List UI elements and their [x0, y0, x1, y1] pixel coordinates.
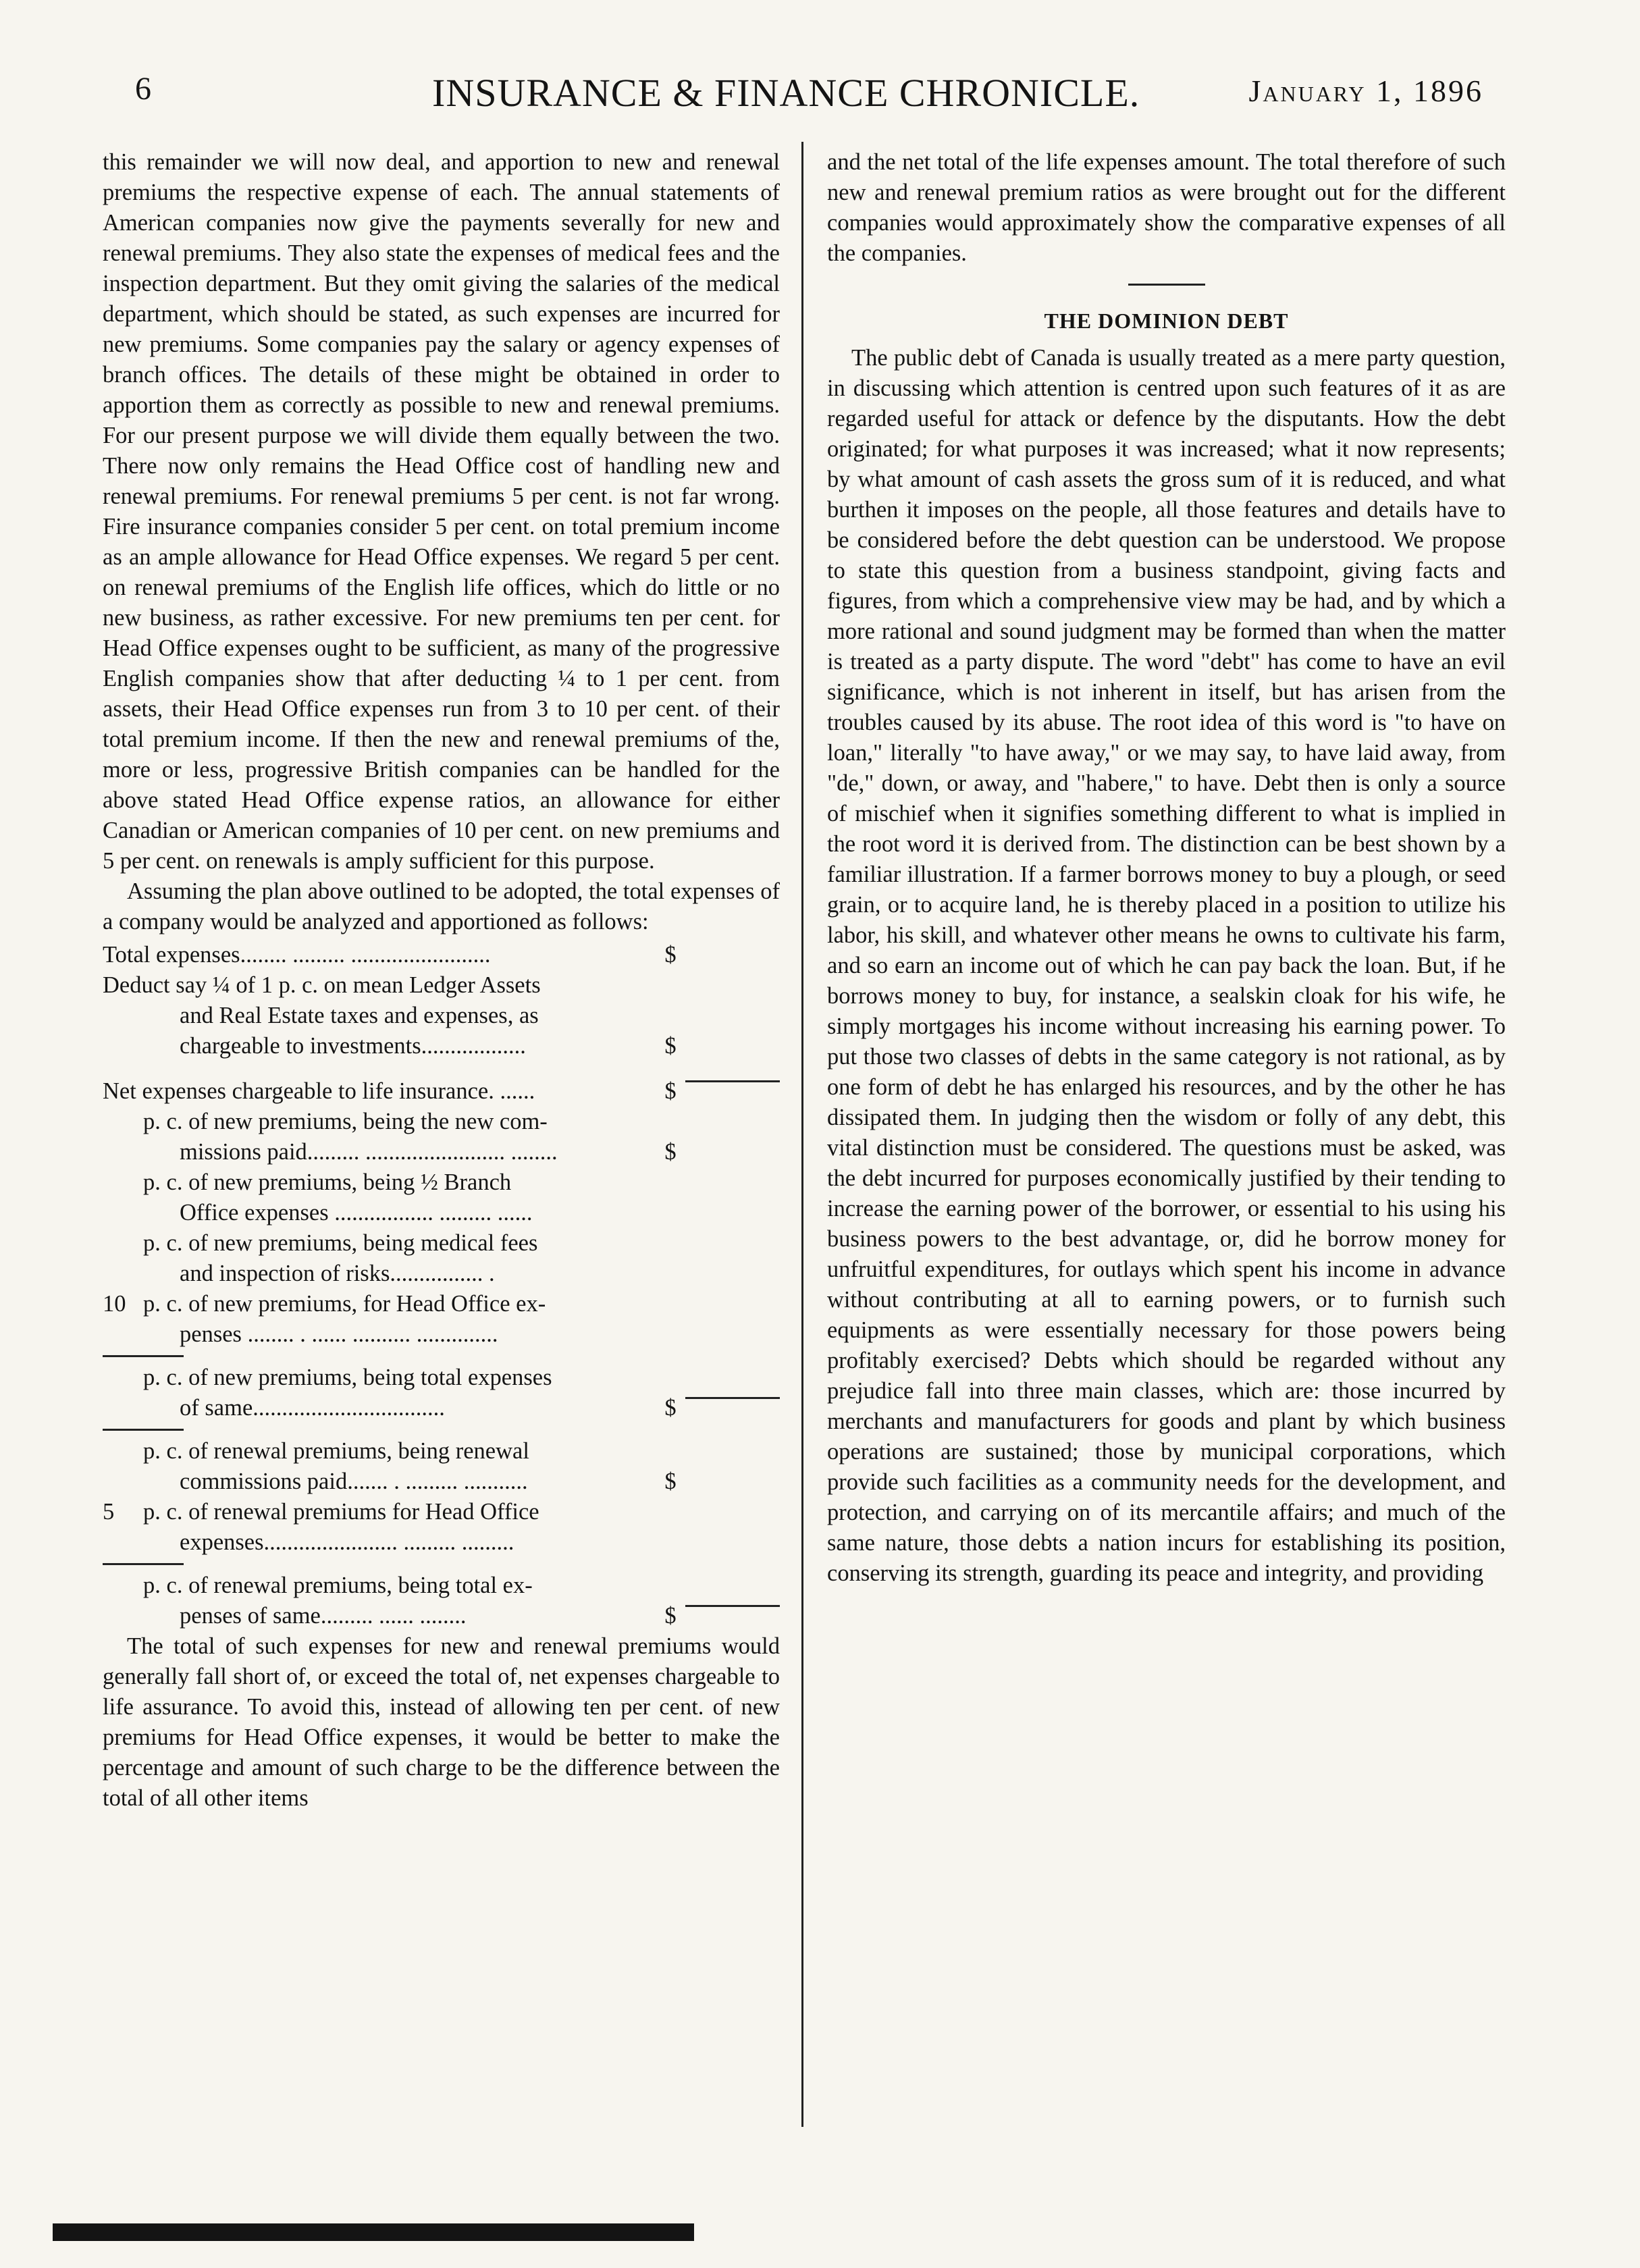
amount-blank: [685, 1037, 780, 1061]
schedule-row-medical-cont: [103, 1259, 780, 1289]
amount-blank: [685, 1080, 780, 1107]
column-divider: [801, 142, 803, 2127]
schedule-label: p. c. of renewal premiums, being total ex-: [143, 1573, 533, 1598]
schedule-row-deduct-cont: [103, 1001, 780, 1031]
schedule-label: p. c. of new premiums, being total expenses: [143, 1365, 552, 1390]
schedule-label: chargeable to investments..................: [180, 1033, 526, 1059]
schedule-row-deduct-cont: [103, 1031, 780, 1061]
schedule-row-branch: [103, 1167, 780, 1198]
left-paragraph-1: this remainder we will now deal, and apportion to new and renewal premiums the respective expense of each. The annual statements of American companies now give the payments severally for new and renewal premiums. They also state the expenses of medical fees and the inspection department. But they omit giving the salaries of the medical department, which should be stated, as such expenses are incurred for new premiums. Some companies pay the salary or agency expenses of branch offices. The details of these might be obtained in order to apportion them as correctly as possible to new and renewal premiums. For our present purpose we will divide them equally between the two. There now only remains the Head Office cost of handling new and renewal premiums. For renewal premiums 5 per cent. is not far wrong. Fire insurance companies consider 5 per cent. on total premium income as an ample allowance for Head Office expenses. We regard 5 per cent. on renewal premiums of the English life offices, which do little or no new business, as rather excessive. For new premiums ten per cent. for Head Office expenses ought to be sufficient, as many of the progressive English companies show that after deducting ¼ to 1 per cent. from assets, their Head Office expenses run from 3 to 10 per cent. of their total premium income. If then the new and renewal premiums of the, more or less, progressive British companies can be handled for the above stated Head Office expense ratios, an allowance for either Canadian or American companies of 10 per cent. on new premiums and 5 per cent. on renewals is amply sufficient for this purpose.: [103, 149, 780, 874]
percent-value: 5: [103, 1499, 115, 1525]
section-title: THE DOMINION DEBT: [1044, 309, 1289, 333]
amount-blank: [685, 1397, 780, 1423]
dollar-sign: $: [664, 1469, 677, 1494]
schedule-row-new-commissions-cont: [103, 1137, 780, 1167]
schedule-label: Net expenses chargeable to life insurance. ......: [103, 1078, 535, 1104]
dollar-sign: $: [664, 1078, 677, 1104]
schedule-row-net: [103, 1076, 780, 1107]
schedule-row-head-office: [103, 1289, 780, 1319]
schedule-label: Deduct say ¼ of 1 p. c. on mean Ledger Assets: [103, 972, 541, 998]
dollar-sign: $: [664, 1395, 677, 1421]
schedule-label: commissions paid....... . ......... ...........: [180, 1469, 528, 1494]
percent-value: 10: [103, 1291, 126, 1317]
journal-title: INSURANCE & FINANCE CHRONICLE.: [432, 71, 1140, 115]
schedule-label: penses of same......... ...... ........: [180, 1603, 467, 1629]
schedule-label: Total expenses........ ......... ........................: [103, 942, 491, 968]
dollar-sign: $: [664, 1139, 677, 1165]
schedule-label: of same.................................: [180, 1395, 445, 1421]
right-paragraph-2: The public debt of Canada is usually treated as a mere party question, in discussing which attention is centred upon such features of it as are regarded useful for attack or defence by the disputants. How the debt originated; for what purposes it was increased; what it now represents; by what amount of cash assets the gross sum of it is reduced, and what burthen it imposes on the people, all those features and details have to be considered before the debt question can be understood. We propose to state this question from a business standpoint, giving facts and figures, from which a comprehensive view may be had, and by which a more rational and sound judgment may be formed than when the matter is treated as a party dispute. The word "debt" has come to have an evil significance, which is not inherent in itself, but has arisen from the troubles caused by its abuse. The root idea of this word is "to have on loan," literally "to have away," or we may say, to have laid away, from "de," down, or away, and "habere," to have. Debt then is only a source of mischief when it signifies something different to what is implied in the root word it is derived from. The distinction can be best shown by a familiar illustration. If a farmer borrows money to buy a plough, or seed grain, or to acquire land, he is thereby placed in a position to utilize his labor, his skill, and whatever other means he owns to cultivate his farm, and so earn an income out of which he can pay back the loan. But, if he borrows money to buy, for instance, a sealskin cloak for his wife, he simply mortgages his income without increasing his earning power. To put those two classes of debts in the same category is not rational, as by one form of debt he has enlarged his resources, and by the other he has dissipated them. In judging then the wisdom or folly of any debt, this vital distinction must be considered. The questions must be asked, was the debt incurred for purposes economically justified by their tending to increase the earning power of the borrower, or essential to his using his business powers to the best advantage, or, did he borrow money for unfruitful expenditures, for outlays which spent his income in advance without contributing at all to earning powers, or to furnish such equipments as were essentially necessary for those powers being profitably exercised? Debts which should be regarded without any prejudice fall into three main classes, which are: those incurred by merchants and manufacturers for goods and plant by which business operations are sustained; those by municipal corporations, which provide such facilities as a community needs for the development, and protection, and carrying on of its mercantile affairs; and much of the same nature, those debts a nation incurs for establishing its position, conserving its strength, guarding its peace and integrity, and providing: [827, 345, 1506, 1586]
schedule-label: p. c. of renewal premiums for Head Office: [143, 1499, 539, 1525]
schedule-row-renewal-head-office: [103, 1497, 780, 1527]
schedule-row-medical: [103, 1228, 780, 1259]
schedule-label: and inspection of risks................ .: [180, 1261, 495, 1286]
dollar-sign: $: [664, 1033, 677, 1059]
schedule-row-total-renewal-cont: [103, 1601, 780, 1631]
schedule-row-renewal-head-office-cont: [103, 1527, 780, 1558]
schedule-label: p. c. of new premiums, for Head Office ex-: [143, 1291, 546, 1317]
amount-blank: [685, 1605, 780, 1631]
schedule-row-total-new-cont: [103, 1393, 780, 1423]
schedule-row-branch-cont: [103, 1198, 780, 1228]
schedule-row-new-commissions: [103, 1107, 780, 1137]
left-paragraph-2: Assuming the plan above outlined to be adopted, the total expenses of a company would be analyzed and apportioned as follows:: [103, 878, 780, 934]
right-paragraph-1: and the net total of the life expenses amount. The total therefore of such new and renewal premium ratios as were brought out for the different companies would approximately show the comparative expenses of all the companies.: [827, 149, 1506, 266]
schedule-label: p. c. of new premiums, being the new com-: [143, 1109, 548, 1134]
issue-date: January 1, 1896: [1248, 74, 1483, 108]
schedule-row-total: [103, 940, 780, 970]
amount-blank: [685, 976, 780, 1001]
schedule-row-renewal-commissions-cont: [103, 1467, 780, 1497]
amount-blank: [685, 1143, 780, 1167]
schedule-row-deduct: [103, 970, 780, 1001]
schedule-label: p. c. of renewal premiums, being renewal: [143, 1438, 529, 1464]
schedule-label: and Real Estate taxes and expenses, as: [180, 1003, 539, 1028]
schedule-rule: [103, 1563, 184, 1565]
schedule-row-total-renewal: [103, 1571, 780, 1601]
section-divider: [1128, 284, 1205, 286]
schedule-label: p. c. of new premiums, being medical fees: [143, 1230, 538, 1256]
left-column: [103, 147, 780, 1814]
schedule-label: missions paid......... ........................ ........: [180, 1139, 558, 1165]
amount-blank: [685, 1473, 780, 1497]
schedule-label: Office expenses ................. ......... ......: [180, 1200, 533, 1225]
page-number: 6: [135, 71, 151, 107]
schedule-rule: [103, 1355, 184, 1357]
schedule-label: expenses....................... ......... .........: [180, 1529, 514, 1555]
right-column: [827, 147, 1506, 1589]
schedule-label: p. c. of new premiums, being ½ Branch: [143, 1169, 512, 1195]
page-header: [0, 70, 1640, 124]
schedule-row-renewal-commissions: [103, 1436, 780, 1467]
schedule-row-head-office-cont: [103, 1319, 780, 1350]
left-paragraph-3: The total of such expenses for new and renewal premiums would generally fall short of, or exceed the total of, net expenses chargeable to life assurance. To avoid this, instead of allowing ten per cent. of new premiums for Head Office expenses, it would be better to make the percentage and amount of such charge to be the difference between the total of all other items: [103, 1633, 780, 1811]
dollar-sign: $: [664, 1603, 677, 1629]
amount-blank: [685, 946, 780, 970]
schedule-rule: [103, 1429, 184, 1431]
schedule-row-total-new: [103, 1363, 780, 1393]
dollar-sign: $: [664, 942, 677, 968]
bottom-print-bar: [53, 2223, 694, 2241]
expense-schedule: [103, 940, 780, 1631]
schedule-label: penses ........ . ...... .......... ..............: [180, 1321, 498, 1347]
